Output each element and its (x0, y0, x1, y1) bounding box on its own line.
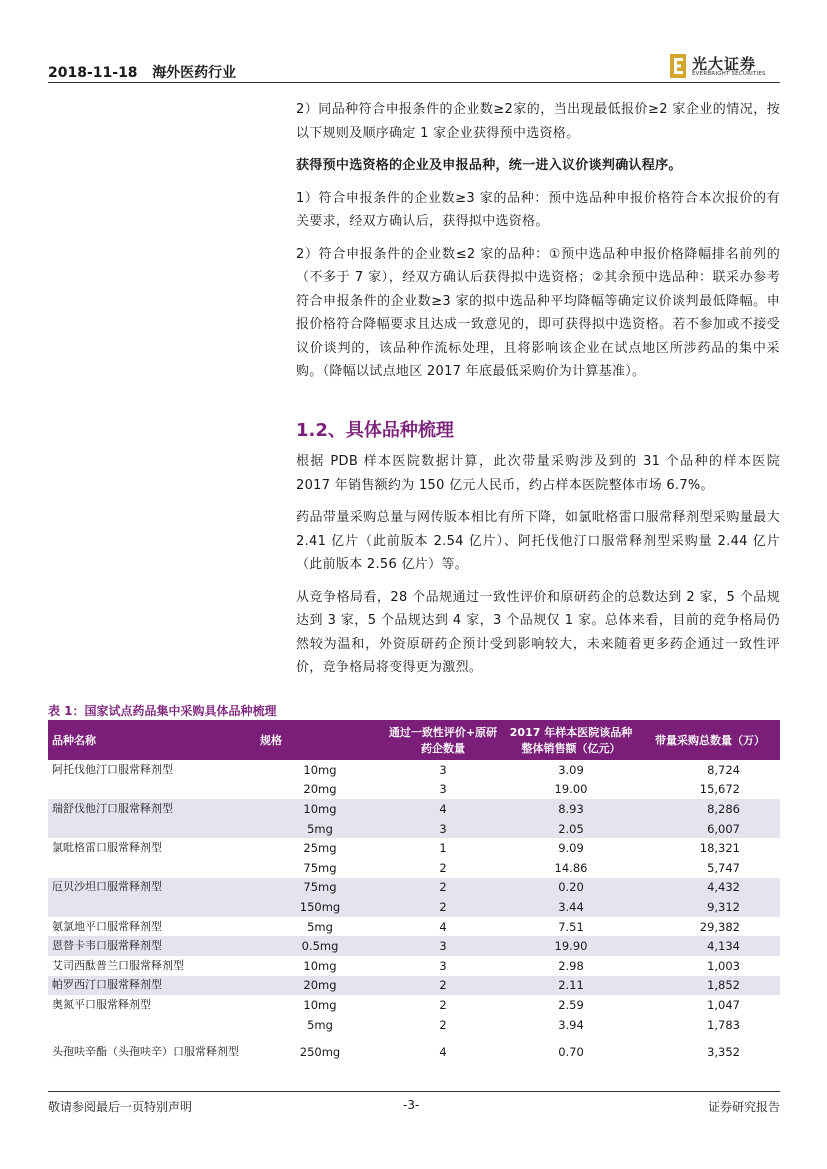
table-row (48, 917, 780, 937)
cell-drug-name (48, 819, 256, 839)
table-row (48, 760, 780, 780)
cell-volume: 3,352 (707, 1045, 740, 1060)
footer-divider (48, 1091, 780, 1092)
table-row (48, 1034, 780, 1070)
cell-volume: 8,724 (707, 762, 740, 777)
col-header-spec: 规格 (256, 720, 384, 760)
cell-drug-name (48, 1015, 256, 1035)
cell-volume: 1,852 (640, 976, 780, 996)
cell-sales: 2.98 (558, 958, 584, 973)
cell-company-count: 2 (439, 1017, 447, 1032)
cell-volume: 8,286 (640, 799, 780, 819)
header-date-industry: 2018-11-18 海外医药行业 (48, 65, 237, 81)
cell-drug-name: 帕罗西汀口服常释剂型 (48, 976, 256, 996)
table-row (48, 976, 780, 996)
cell-drug-name: 瑞舒伐他汀口服常释剂型 (48, 799, 256, 819)
paragraph: 2）符合申报条件的企业数≤2 家的品种：①预中选品种申报价格降幅排名前列的（不多于 7 家），经双方确认后获得拟中选资格；②其余预中选品种：联采办参考符合申报条件的企业数≥3 家的拟中选品种平均降幅等确定议价谈判最低降幅。申报价格符合降幅要求且达成一致意见的，即可获得拟中选资格。若不参加或不接受议价谈判的，该品种作流标处理，且将影响该企业在试点地区所涉药品的集中采购。（降幅以试点地区 2017 年底最低采购价为计算基准）。 (296, 246, 780, 379)
table-body (48, 760, 780, 1070)
cell-volume: 18,321 (699, 841, 740, 856)
cell-sales: 3.44 (502, 897, 640, 917)
cell-spec: 20mg (256, 976, 384, 996)
cell-volume: 9,312 (640, 897, 780, 917)
table-title: 表 1：国家试点药品集中采购具体品种梳理 (48, 704, 277, 718)
cell-company-count: 2 (439, 860, 447, 875)
col-header-count: 通过一致性评价+原研药企数量 (384, 720, 502, 760)
cell-company-count: 4 (384, 799, 502, 819)
cell-spec: 5mg (307, 1017, 333, 1032)
cell-company-count: 4 (439, 1045, 447, 1060)
cell-drug-name (48, 897, 256, 917)
table-row (48, 838, 780, 858)
paragraph: 根据 PDB 样本医院数据计算，此次带量采购涉及到的 31 个品种的样本医院 2017 年销售额约为 150 亿元人民币，约占样本医院整体市场 6.7%。 (296, 454, 780, 493)
cell-company-count: 1 (439, 841, 447, 856)
footer-page-number: -3- (403, 1098, 420, 1112)
cell-drug-name: 恩替卡韦口服常释剂型 (48, 936, 256, 956)
cell-sales: 19.90 (502, 936, 640, 956)
paragraph: 药品带量采购总量与网传版本相比有所下降，如氯吡格雷口服常释剂型采购量最大 2.41 亿片（此前版本 2.54 亿片）、阿托伐他汀口服常释剂型采购量 2.44 亿片（此前版本 2.56 亿片）等。 (296, 510, 780, 572)
cell-spec: 5mg (256, 819, 384, 839)
cell-volume: 5,747 (707, 860, 740, 875)
table-row (48, 956, 780, 976)
table-row (48, 878, 780, 898)
cell-company-count: 2 (384, 976, 502, 996)
cell-company-count: 3 (439, 762, 447, 777)
logo-text-cn: 光大证券 (692, 55, 757, 73)
table-row (48, 936, 780, 956)
table-header-row (48, 720, 780, 760)
paragraph: 2）同品种符合申报条件的企业数≥2家的，当出现最低报价≥2 家企业的情况，按以下规则及顺序确定 1 家企业获得预中选资格。 (296, 102, 780, 141)
cell-sales: 19.00 (554, 782, 588, 797)
cell-volume: 4,432 (640, 878, 780, 898)
paragraph: 1）符合申报条件的企业数≥3 家的品种：预中选品种申报价格符合本次报价的有关要求，经双方确认后，获得拟中选资格。 (296, 190, 780, 229)
cell-volume: 15,672 (699, 782, 740, 797)
cell-volume: 4,134 (640, 936, 780, 956)
table-row (48, 1015, 780, 1035)
cell-company-count: 2 (384, 897, 502, 917)
everbright-logo (670, 52, 780, 80)
cell-sales: 2.59 (558, 997, 584, 1012)
cell-company-count: 3 (384, 819, 502, 839)
cell-spec: 25mg (303, 841, 337, 856)
cell-drug-name: 头孢呋辛酯（头孢呋辛）口服常释剂型 (52, 1045, 239, 1059)
table-row (48, 799, 780, 819)
table-row (48, 995, 780, 1015)
cell-spec: 250mg (299, 1045, 341, 1060)
cell-volume: 1,783 (707, 1017, 740, 1032)
cell-drug-name: 奥氮平口服常释剂型 (52, 997, 151, 1011)
cell-sales: 2.11 (502, 976, 640, 996)
cell-sales: 14.86 (554, 860, 588, 875)
cell-spec: 75mg (256, 878, 384, 898)
cell-drug-name: 艾司西酞普兰口服常释剂型 (52, 958, 184, 972)
header-divider (48, 82, 780, 83)
body-text-block-1 (296, 98, 780, 393)
cell-spec: 10mg (256, 799, 384, 819)
cell-spec: 10mg (303, 997, 337, 1012)
cell-sales: 7.51 (558, 919, 584, 934)
cell-company-count: 2 (384, 878, 502, 898)
cell-company-count: 3 (384, 936, 502, 956)
page-header (48, 52, 780, 82)
cell-drug-name: 阿托伐他汀口服常释剂型 (52, 762, 173, 776)
col-header-sales: 2017 年样本医院该品种整体销售额（亿元） (502, 720, 640, 760)
footer-doc-type: 证券研究报告 (707, 1100, 780, 1114)
cell-volume: 6,007 (640, 819, 780, 839)
body-text-block-2 (296, 450, 780, 689)
cell-volume: 1,047 (707, 997, 740, 1012)
cell-sales: 2.05 (502, 819, 640, 839)
cell-company-count: 2 (439, 997, 447, 1012)
footer-disclaimer: 敬请参阅最后一页特别声明 (48, 1100, 193, 1114)
cell-spec: 10mg (303, 762, 337, 777)
cell-sales: 3.09 (558, 762, 584, 777)
cell-sales: 8.93 (502, 799, 640, 819)
cell-sales: 3.94 (558, 1017, 584, 1032)
table-row (48, 780, 780, 800)
cell-spec: 150mg (256, 897, 384, 917)
paragraph-bold: 获得预中选资格的企业及申报品种，统一进入议价谈判确认程序。 (296, 158, 682, 173)
cell-drug-name: 氯吡格雷口服常释剂型 (52, 841, 162, 855)
cell-drug-name (48, 780, 256, 800)
drug-table (48, 720, 780, 1070)
cell-company-count: 3 (439, 782, 447, 797)
cell-spec: 5mg (307, 919, 333, 934)
cell-spec: 10mg (303, 958, 337, 973)
cell-spec: 0.5mg (256, 936, 384, 956)
table-row (48, 819, 780, 839)
cell-volume: 29,382 (699, 919, 740, 934)
cell-sales: 0.20 (502, 878, 640, 898)
cell-company-count: 3 (439, 958, 447, 973)
table-row (48, 858, 780, 878)
cell-spec: 75mg (303, 860, 337, 875)
cell-spec: 20mg (303, 782, 337, 797)
cell-sales: 0.70 (558, 1045, 584, 1060)
cell-company-count: 4 (439, 919, 447, 934)
logo-text-en: EVERBRIGHT SECURITIES (692, 71, 766, 77)
section-title: 1.2、具体品种梳理 (296, 420, 454, 441)
col-header-name: 品种名称 (48, 720, 256, 760)
table-row (48, 897, 780, 917)
cell-volume: 1,003 (707, 958, 740, 973)
everbright-logo-icon (670, 54, 686, 78)
col-header-volume: 带量采购总数量（万） (640, 720, 780, 760)
paragraph: 从竞争格局看，28 个品规通过一致性评价和原研药企的总数达到 2 家，5 个品规达到 3 家，5 个品规达到 4 家，3 个品规仅 1 家。总体来看，目前的竞争格局仍然较为温和，外资原研药企预计受到影响较大，未来随着更多药企通过一致性评价，竞争格局将变得更为激烈。 (296, 589, 780, 675)
cell-drug-name: 氨氯地平口服常释剂型 (52, 919, 162, 933)
cell-sales: 9.09 (558, 841, 584, 856)
cell-drug-name (48, 858, 256, 878)
cell-drug-name: 厄贝沙坦口服常释剂型 (48, 878, 256, 898)
